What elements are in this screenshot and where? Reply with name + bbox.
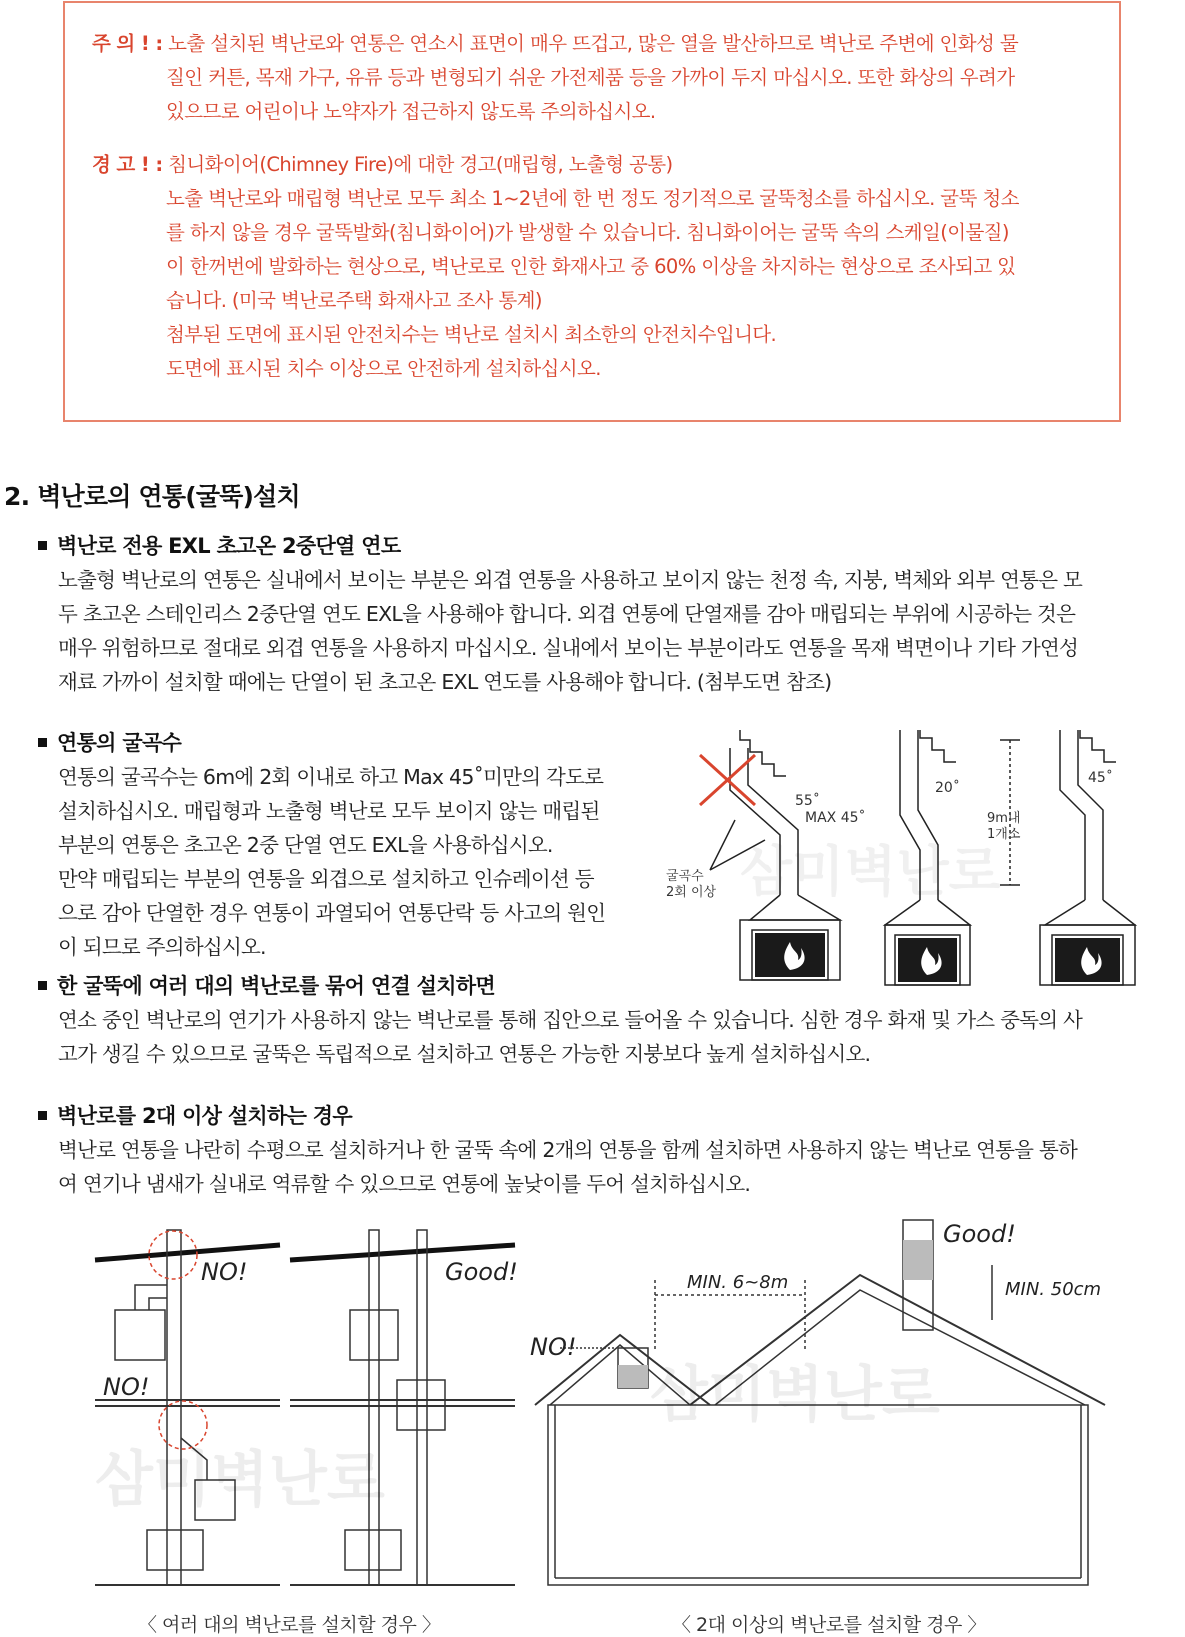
bullet-square-icon xyxy=(38,541,47,550)
one-or-less-label: 1개소 xyxy=(987,827,1021,842)
max-45-label: MAX 45˚ xyxy=(805,810,866,826)
two-fireplace-caption: 〈 2대 이상의 벽난로를 설치할 경우 〉 xyxy=(672,1614,986,1636)
watermark: 삼미벽난로 xyxy=(650,1360,940,1430)
paragraph-line: 노출형 벽난로의 연통은 실내에서 보이는 부분은 외겹 연통을 사용하고 보이지 않는 천정 속, 지붕, 벽체와 외부 연통은 모 xyxy=(58,568,1083,592)
bullet-square-icon xyxy=(38,738,47,747)
section-title: 2. 벽난로의 연통(굴뚝)설치 xyxy=(4,482,300,511)
paragraph-line: 설치하십시오. 매립형과 노출형 벽난로 모두 보이지 않는 매립된 xyxy=(58,799,600,823)
min-height-label: MIN. 50cm xyxy=(1005,1279,1102,1300)
no-label-mid: NO! xyxy=(103,1373,150,1401)
min-distance-label: MIN. 6~8m xyxy=(687,1272,789,1293)
no-label-top: NO! xyxy=(201,1258,248,1286)
warning-line-2: 노출 벽난로와 매립형 벽난로 모두 최소 1~2년에 한 번 정도 정기적으로 굴뚝청소를 하십시오. 굴뚝 청소 xyxy=(166,187,1019,210)
caution-line-2: 질인 커튼, 목재 가구, 유류 등과 변형되기 쉬운 가전제품 등을 가까이 두지 마십시오. 또한 화상의 우려가 xyxy=(166,66,1015,89)
warning-line-1 xyxy=(92,149,673,177)
bullet-heading-exl: 벽난로 전용 EXL 초고온 2중단열 연도 xyxy=(38,530,400,560)
warning-text: 침니화이어(Chimney Fire)에 대한 경고(매립형, 노출형 공통) xyxy=(168,153,673,176)
paragraph-line: 연소 중인 벽난로의 연기가 사용하지 않는 벽난로를 통해 집안으로 들어올 수 있습니다. 심한 경우 화재 및 가스 중독의 사 xyxy=(58,1008,1083,1032)
caution-line-3: 있으므로 어린이나 노약자가 접근하지 않도록 주의하십시오. xyxy=(166,100,656,123)
bends-label-2: 2회 이상 xyxy=(666,885,717,900)
within-9m-label: 9m내 xyxy=(987,811,1021,826)
paragraph-line: 이 되므로 주의하십시오. xyxy=(58,935,266,959)
warning-line-5: 습니다. (미국 벽난로주택 화재사고 조사 통계) xyxy=(166,289,542,312)
paragraph-line: 부분의 연통은 초고온 2중 단열 연도 EXL을 사용하십시오. xyxy=(58,833,553,857)
angle-55-label: 55˚ xyxy=(795,793,820,809)
bullet-square-icon xyxy=(38,1111,47,1120)
paragraph-line: 벽난로 연통을 나란히 수평으로 설치하거나 한 굴뚝 속에 2개의 연통을 함께 설치하면 사용하지 않는 벽난로 연통을 통하 xyxy=(58,1138,1078,1162)
bullet-heading-bends: 연통의 굴곡수 xyxy=(38,727,181,757)
bends-label-1: 굴곡수 xyxy=(666,869,704,884)
two-fireplace-diagram xyxy=(530,1220,1110,1605)
bullet-heading-two-fireplaces: 벽난로를 2대 이상 설치하는 경우 xyxy=(38,1100,352,1130)
multi-fireplace-caption: 〈 여러 대의 벽난로를 설치할 경우 〉 xyxy=(138,1614,441,1636)
caution-text: 노출 설치된 벽난로와 연통은 연소시 표면이 매우 뜨겁고, 많은 열을 발산하므로 벽난로 주변에 인화성 물 xyxy=(168,32,1019,55)
paragraph-line: 만약 매립되는 부분의 연통을 외겹으로 설치하고 인슈레이션 등 xyxy=(58,867,594,891)
angle-45-label: 45˚ xyxy=(1088,770,1113,786)
paragraph-line: 두 초고온 스테인리스 2중단열 연도 EXL을 사용해야 합니다. 외겹 연통에 단열재를 감아 매립되는 부위에 시공하는 것은 xyxy=(58,602,1076,626)
bends-diagram xyxy=(666,730,1175,1015)
multi-fireplace-diagram xyxy=(95,1230,525,1605)
angle-20-label: 20˚ xyxy=(935,780,960,796)
warning-label: 경 고 ! : xyxy=(92,153,163,176)
paragraph-line: 고가 생길 수 있으므로 굴뚝은 독립적으로 설치하고 연통은 가능한 지붕보다 높게 설치하십시오. xyxy=(58,1042,871,1066)
bullet-square-icon xyxy=(38,981,47,990)
paragraph-line: 으로 감아 단열한 경우 연통이 과열되어 연통단락 등 사고의 원인 xyxy=(58,901,606,925)
watermark: 삼미벽난로 xyxy=(95,1445,385,1515)
bullet-heading-shared-chimney: 한 굴뚝에 여러 대의 벽난로를 묶어 연결 설치하면 xyxy=(38,970,495,1000)
paragraph-line: 재료 가까이 설치할 때에는 단열이 된 초고온 EXL 연도를 사용해야 합니다. (첨부도면 참조) xyxy=(58,670,832,694)
no-label: NO! xyxy=(530,1333,577,1361)
caution-line-1 xyxy=(92,28,1018,56)
warning-line-6: 첨부된 도면에 표시된 안전치수는 벽난로 설치시 최소한의 안전치수입니다. xyxy=(166,323,777,346)
good-label: Good! xyxy=(445,1258,518,1286)
paragraph-line: 여 연기나 냄새가 실내로 역류할 수 있으므로 연통에 높낮이를 두어 설치하십시오. xyxy=(58,1172,751,1196)
caution-label: 주 의 ! : xyxy=(92,32,163,55)
watermark: 삼미벽난로 xyxy=(740,840,1001,903)
good-label: Good! xyxy=(943,1220,1016,1248)
warning-line-4: 이 한꺼번에 발화하는 현상으로, 벽난로로 인한 화재사고 중 60% 이상을 차지하는 현상으로 조사되고 있 xyxy=(166,255,1016,278)
paragraph-line: 매우 위험하므로 절대로 외겹 연통을 사용하지 마십시오. 실내에서 보이는 부분이라도 연통을 목재 벽면이나 기타 가연성 xyxy=(58,636,1079,660)
paragraph-line: 연통의 굴곡수는 6m에 2회 이내로 하고 Max 45˚미만의 각도로 xyxy=(58,765,604,789)
warning-line-7: 도면에 표시된 치수 이상으로 안전하게 설치하십시오. xyxy=(166,357,601,380)
warning-line-3: 를 하지 않을 경우 굴뚝발화(침니화이어)가 발생할 수 있습니다. 침니화이어는 굴뚝 속의 스케일(이물질) xyxy=(166,221,1009,244)
